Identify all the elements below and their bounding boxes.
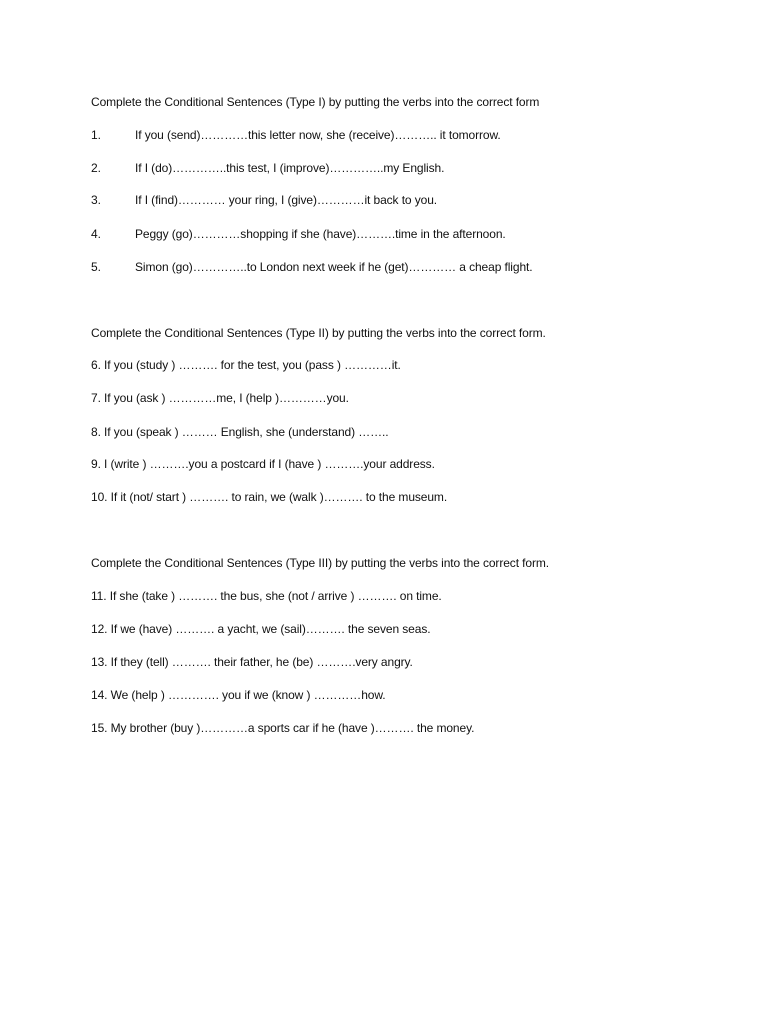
- section2-item-7: 7. If you (ask ) …………me, I (help )…………you.: [91, 391, 349, 405]
- section3-item-15: 15. My brother (buy )…………a sports car if he (have )………. the money.: [91, 721, 475, 735]
- section1-item-2-text: If I (do)…………..this test, I (improve)…………..my English.: [135, 161, 445, 175]
- section1-item-4-text: Peggy (go)…………shopping if she (have)……….time in the afternoon.: [135, 227, 506, 241]
- section3-item-11: 11. If she (take ) ………. the bus, she (not / arrive ) ………. on time.: [91, 589, 442, 603]
- section1-item-2-number: 2.: [91, 161, 102, 175]
- section3-item-12: 12. If we (have) ………. a yacht, we (sail)………. the seven seas.: [91, 622, 431, 636]
- section1-heading: Complete the Conditional Sentences (Type I) by putting the verbs into the correct form: [91, 95, 540, 109]
- section2-item-6: 6. If you (study ) ………. for the test, you (pass ) …………it.: [91, 358, 401, 372]
- section2-item-10: 10. If it (not/ start ) ………. to rain, we (walk )………. to the museum.: [91, 490, 448, 504]
- section3-item-13: 13. If they (tell) ………. their father, he (be) ……….very angry.: [91, 655, 413, 669]
- section1-item-3-text: If I (find)………… your ring, I (give)…………it back to you.: [135, 193, 438, 207]
- section2-item-9: 9. I (write ) ……….you a postcard if I (have ) ……….your address.: [91, 457, 435, 471]
- section3-item-14: 14. We (help ) …………. you if we (know ) …………how.: [91, 688, 386, 702]
- section1-item-5-text: Simon (go)…………..to London next week if he (get)………… a cheap flight.: [135, 260, 533, 274]
- section2-item-8: 8. If you (speak ) ……… English, she (understand) ……..: [91, 425, 389, 439]
- section1-item-1-number: 1.: [91, 128, 102, 142]
- section3-heading: Complete the Conditional Sentences (Type III) by putting the verbs into the correct form.: [91, 556, 550, 570]
- section1-item-5-number: 5.: [91, 260, 102, 274]
- section1-item-3-number: 3.: [91, 193, 102, 207]
- section1-item-1-text: If you (send)…………this letter now, she (receive)……….. it tomorrow.: [135, 128, 501, 142]
- section2-heading: Complete the Conditional Sentences (Type II) by putting the verbs into the correct form.: [91, 326, 546, 340]
- section1-item-4-number: 4.: [91, 227, 102, 241]
